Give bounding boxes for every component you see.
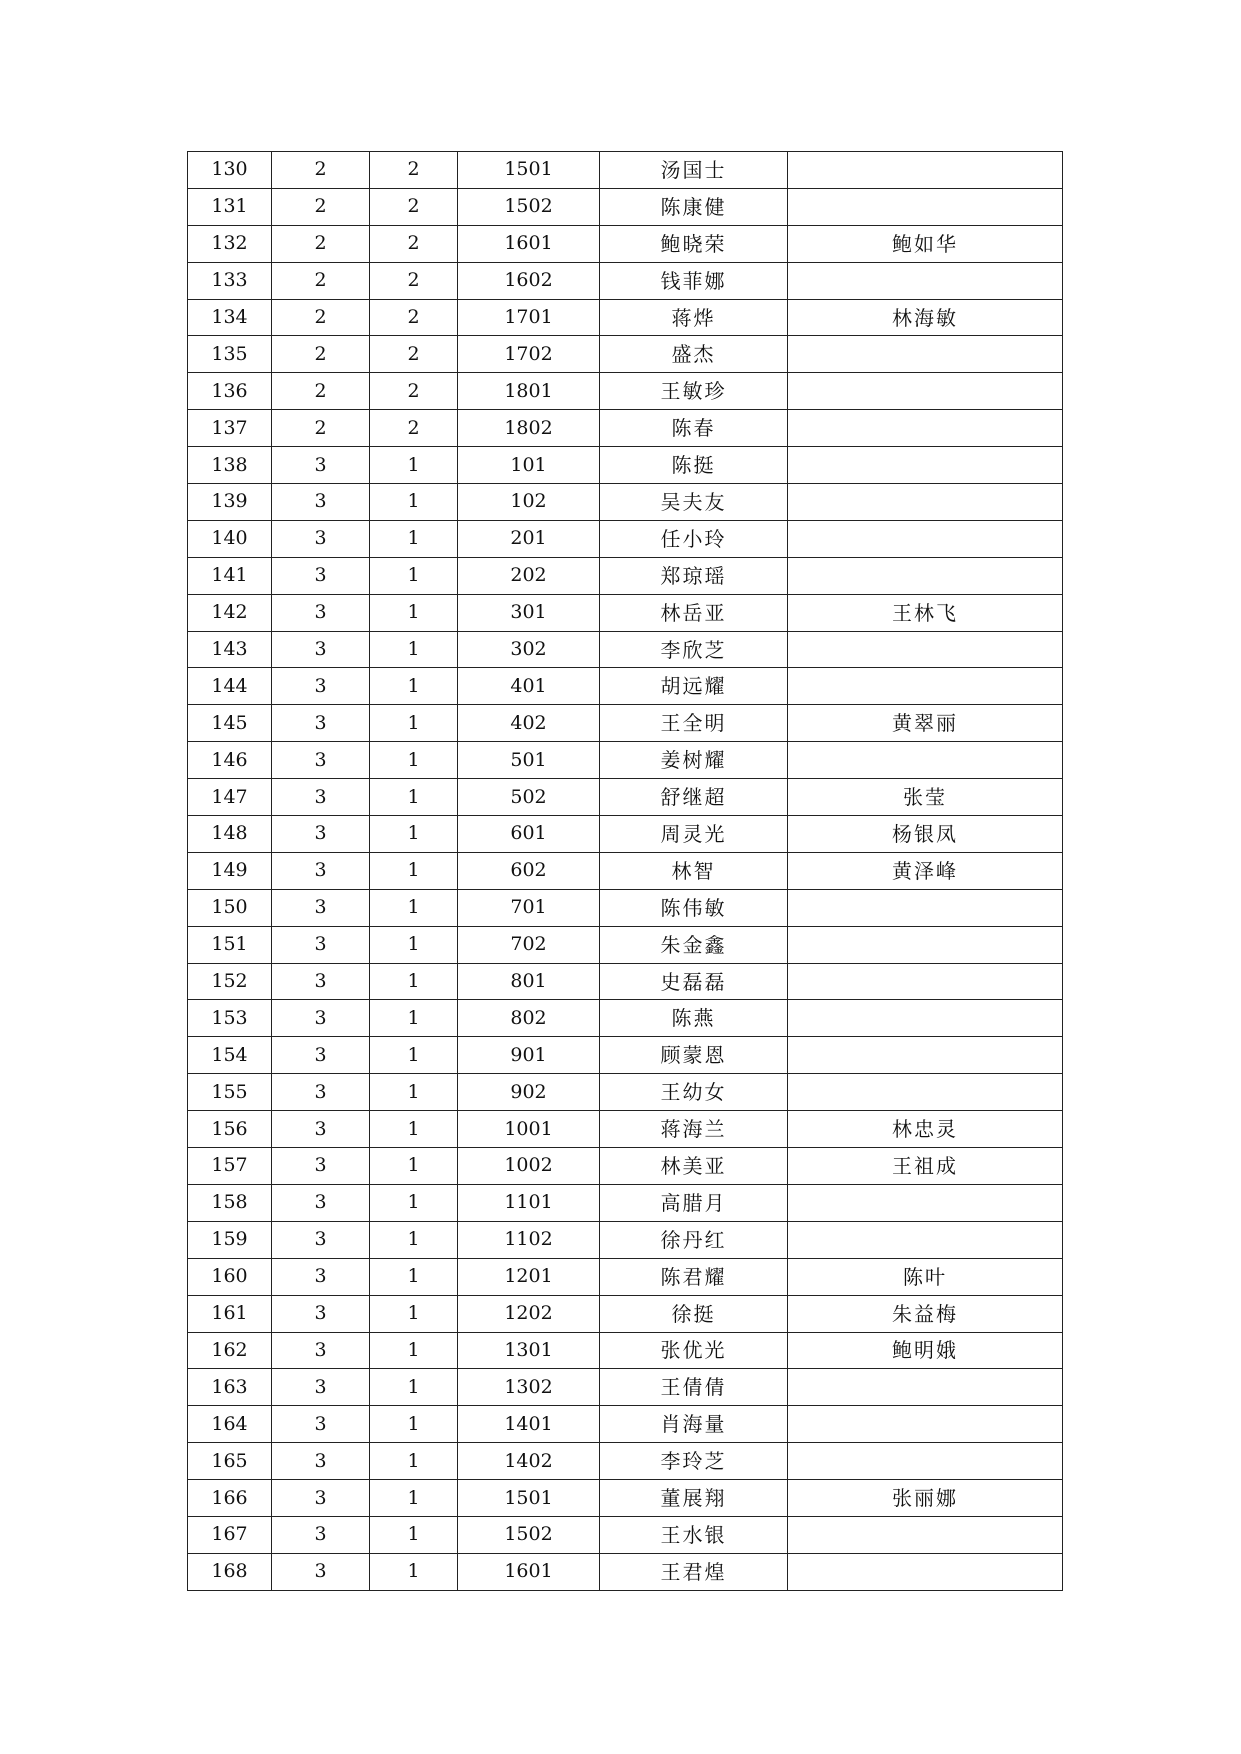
column-3-cell: 1 xyxy=(370,926,458,963)
roster-table-body xyxy=(188,152,1063,1591)
table-row xyxy=(188,963,1063,1000)
column-3-cell: 2 xyxy=(370,188,458,225)
second-name-cell: 朱益梅 xyxy=(788,1295,1063,1332)
table-row xyxy=(188,1221,1063,1258)
table-row xyxy=(188,1148,1063,1185)
column-2-cell: 3 xyxy=(272,1553,370,1590)
name-cell: 史磊磊 xyxy=(600,963,788,1000)
second-name-cell xyxy=(788,1000,1063,1037)
serial-number-cell: 148 xyxy=(188,816,272,853)
column-2-cell: 2 xyxy=(272,299,370,336)
column-2-cell: 2 xyxy=(272,410,370,447)
room-number-cell: 1802 xyxy=(458,410,600,447)
serial-number-cell: 168 xyxy=(188,1553,272,1590)
serial-number-cell: 165 xyxy=(188,1443,272,1480)
second-name-cell xyxy=(788,1516,1063,1553)
room-number-cell: 1301 xyxy=(458,1332,600,1369)
room-number-cell: 902 xyxy=(458,1074,600,1111)
column-3-cell: 1 xyxy=(370,1295,458,1332)
serial-number-cell: 151 xyxy=(188,926,272,963)
table-row xyxy=(188,188,1063,225)
second-name-cell xyxy=(788,631,1063,668)
column-3-cell: 1 xyxy=(370,1369,458,1406)
column-2-cell: 3 xyxy=(272,1074,370,1111)
second-name-cell: 鲍如华 xyxy=(788,225,1063,262)
second-name-cell: 黄泽峰 xyxy=(788,852,1063,889)
column-3-cell: 2 xyxy=(370,373,458,410)
second-name-cell xyxy=(788,1406,1063,1443)
column-2-cell: 3 xyxy=(272,816,370,853)
serial-number-cell: 161 xyxy=(188,1295,272,1332)
column-3-cell: 1 xyxy=(370,1480,458,1517)
room-number-cell: 1102 xyxy=(458,1221,600,1258)
second-name-cell xyxy=(788,889,1063,926)
second-name-cell xyxy=(788,520,1063,557)
column-2-cell: 3 xyxy=(272,1221,370,1258)
serial-number-cell: 146 xyxy=(188,742,272,779)
serial-number-cell: 138 xyxy=(188,447,272,484)
name-cell: 徐挺 xyxy=(600,1295,788,1332)
column-2-cell: 3 xyxy=(272,1516,370,1553)
name-cell: 胡远耀 xyxy=(600,668,788,705)
name-cell: 朱金鑫 xyxy=(600,926,788,963)
room-number-cell: 801 xyxy=(458,963,600,1000)
room-number-cell: 1002 xyxy=(458,1148,600,1185)
second-name-cell xyxy=(788,668,1063,705)
column-3-cell: 1 xyxy=(370,1221,458,1258)
serial-number-cell: 163 xyxy=(188,1369,272,1406)
room-number-cell: 1602 xyxy=(458,262,600,299)
table-row xyxy=(188,1037,1063,1074)
column-2-cell: 3 xyxy=(272,594,370,631)
column-2-cell: 2 xyxy=(272,188,370,225)
second-name-cell: 王祖成 xyxy=(788,1148,1063,1185)
column-2-cell: 2 xyxy=(272,225,370,262)
name-cell: 吴夫友 xyxy=(600,484,788,521)
second-name-cell xyxy=(788,262,1063,299)
column-3-cell: 1 xyxy=(370,557,458,594)
column-2-cell: 3 xyxy=(272,963,370,1000)
serial-number-cell: 153 xyxy=(188,1000,272,1037)
name-cell: 汤国士 xyxy=(600,152,788,189)
column-3-cell: 2 xyxy=(370,225,458,262)
column-3-cell: 1 xyxy=(370,705,458,742)
column-3-cell: 1 xyxy=(370,816,458,853)
column-3-cell: 1 xyxy=(370,668,458,705)
column-2-cell: 3 xyxy=(272,631,370,668)
room-number-cell: 1302 xyxy=(458,1369,600,1406)
column-2-cell: 2 xyxy=(272,373,370,410)
column-2-cell: 3 xyxy=(272,1480,370,1517)
table-row xyxy=(188,1516,1063,1553)
name-cell: 李欣芝 xyxy=(600,631,788,668)
column-3-cell: 1 xyxy=(370,1037,458,1074)
column-3-cell: 1 xyxy=(370,1443,458,1480)
table-row xyxy=(188,816,1063,853)
column-3-cell: 1 xyxy=(370,742,458,779)
table-row xyxy=(188,852,1063,889)
second-name-cell: 黄翠丽 xyxy=(788,705,1063,742)
room-number-cell: 1202 xyxy=(458,1295,600,1332)
name-cell: 王君煌 xyxy=(600,1553,788,1590)
name-cell: 周灵光 xyxy=(600,816,788,853)
room-number-cell: 1001 xyxy=(458,1111,600,1148)
column-2-cell: 2 xyxy=(272,336,370,373)
column-2-cell: 3 xyxy=(272,889,370,926)
column-2-cell: 2 xyxy=(272,262,370,299)
table-row xyxy=(188,1295,1063,1332)
serial-number-cell: 158 xyxy=(188,1184,272,1221)
table-row xyxy=(188,668,1063,705)
column-2-cell: 3 xyxy=(272,1037,370,1074)
column-3-cell: 1 xyxy=(370,779,458,816)
serial-number-cell: 160 xyxy=(188,1258,272,1295)
table-row xyxy=(188,262,1063,299)
column-3-cell: 1 xyxy=(370,1332,458,1369)
table-row xyxy=(188,705,1063,742)
room-number-cell: 1601 xyxy=(458,1553,600,1590)
column-3-cell: 1 xyxy=(370,889,458,926)
column-2-cell: 3 xyxy=(272,926,370,963)
serial-number-cell: 156 xyxy=(188,1111,272,1148)
second-name-cell xyxy=(788,410,1063,447)
name-cell: 鲍晓荣 xyxy=(600,225,788,262)
room-number-cell: 1502 xyxy=(458,188,600,225)
room-number-cell: 1502 xyxy=(458,1516,600,1553)
room-number-cell: 701 xyxy=(458,889,600,926)
second-name-cell: 杨银凤 xyxy=(788,816,1063,853)
name-cell: 蒋烨 xyxy=(600,299,788,336)
serial-number-cell: 137 xyxy=(188,410,272,447)
column-3-cell: 1 xyxy=(370,1406,458,1443)
name-cell: 王倩倩 xyxy=(600,1369,788,1406)
table-row xyxy=(188,152,1063,189)
name-cell: 顾蒙恩 xyxy=(600,1037,788,1074)
serial-number-cell: 147 xyxy=(188,779,272,816)
table-row xyxy=(188,1443,1063,1480)
serial-number-cell: 167 xyxy=(188,1516,272,1553)
name-cell: 林智 xyxy=(600,852,788,889)
room-number-cell: 1801 xyxy=(458,373,600,410)
column-3-cell: 2 xyxy=(370,299,458,336)
room-number-cell: 101 xyxy=(458,447,600,484)
table-row xyxy=(188,1184,1063,1221)
name-cell: 高腊月 xyxy=(600,1184,788,1221)
second-name-cell xyxy=(788,152,1063,189)
table-row xyxy=(188,1074,1063,1111)
name-cell: 王幼女 xyxy=(600,1074,788,1111)
column-2-cell: 3 xyxy=(272,742,370,779)
column-2-cell: 3 xyxy=(272,779,370,816)
serial-number-cell: 145 xyxy=(188,705,272,742)
table-row xyxy=(188,1111,1063,1148)
column-3-cell: 1 xyxy=(370,631,458,668)
column-3-cell: 2 xyxy=(370,262,458,299)
second-name-cell: 林海敏 xyxy=(788,299,1063,336)
column-2-cell: 3 xyxy=(272,705,370,742)
room-number-cell: 1401 xyxy=(458,1406,600,1443)
column-3-cell: 1 xyxy=(370,852,458,889)
second-name-cell: 陈叶 xyxy=(788,1258,1063,1295)
room-number-cell: 301 xyxy=(458,594,600,631)
second-name-cell xyxy=(788,557,1063,594)
table-row xyxy=(188,779,1063,816)
column-3-cell: 1 xyxy=(370,963,458,1000)
room-number-cell: 1501 xyxy=(458,152,600,189)
second-name-cell xyxy=(788,1221,1063,1258)
serial-number-cell: 139 xyxy=(188,484,272,521)
room-number-cell: 1402 xyxy=(458,1443,600,1480)
second-name-cell xyxy=(788,1037,1063,1074)
second-name-cell: 张丽娜 xyxy=(788,1480,1063,1517)
room-number-cell: 901 xyxy=(458,1037,600,1074)
serial-number-cell: 136 xyxy=(188,373,272,410)
table-row xyxy=(188,926,1063,963)
serial-number-cell: 131 xyxy=(188,188,272,225)
column-2-cell: 3 xyxy=(272,447,370,484)
serial-number-cell: 164 xyxy=(188,1406,272,1443)
table-row xyxy=(188,1406,1063,1443)
room-number-cell: 1702 xyxy=(458,336,600,373)
serial-number-cell: 149 xyxy=(188,852,272,889)
table-row xyxy=(188,484,1063,521)
name-cell: 陈春 xyxy=(600,410,788,447)
room-number-cell: 302 xyxy=(458,631,600,668)
table-row xyxy=(188,336,1063,373)
column-2-cell: 3 xyxy=(272,1332,370,1369)
second-name-cell xyxy=(788,484,1063,521)
room-number-cell: 1101 xyxy=(458,1184,600,1221)
room-number-cell: 401 xyxy=(458,668,600,705)
table-row xyxy=(188,410,1063,447)
column-2-cell: 2 xyxy=(272,152,370,189)
name-cell: 林美亚 xyxy=(600,1148,788,1185)
column-2-cell: 3 xyxy=(272,1443,370,1480)
column-3-cell: 1 xyxy=(370,1074,458,1111)
table-row xyxy=(188,299,1063,336)
name-cell: 盛杰 xyxy=(600,336,788,373)
serial-number-cell: 150 xyxy=(188,889,272,926)
table-row xyxy=(188,1000,1063,1037)
second-name-cell xyxy=(788,188,1063,225)
name-cell: 舒继超 xyxy=(600,779,788,816)
column-3-cell: 2 xyxy=(370,410,458,447)
name-cell: 王水银 xyxy=(600,1516,788,1553)
second-name-cell: 王林飞 xyxy=(788,594,1063,631)
table-row xyxy=(188,225,1063,262)
table-row xyxy=(188,1332,1063,1369)
column-2-cell: 3 xyxy=(272,1258,370,1295)
name-cell: 陈燕 xyxy=(600,1000,788,1037)
column-3-cell: 2 xyxy=(370,336,458,373)
table-row xyxy=(188,594,1063,631)
second-name-cell xyxy=(788,963,1063,1000)
second-name-cell xyxy=(788,742,1063,779)
second-name-cell: 鲍明娥 xyxy=(788,1332,1063,1369)
second-name-cell xyxy=(788,1553,1063,1590)
room-number-cell: 202 xyxy=(458,557,600,594)
serial-number-cell: 142 xyxy=(188,594,272,631)
column-3-cell: 1 xyxy=(370,1111,458,1148)
room-number-cell: 502 xyxy=(458,779,600,816)
room-number-cell: 501 xyxy=(458,742,600,779)
serial-number-cell: 141 xyxy=(188,557,272,594)
serial-number-cell: 144 xyxy=(188,668,272,705)
name-cell: 张优光 xyxy=(600,1332,788,1369)
name-cell: 姜树耀 xyxy=(600,742,788,779)
column-3-cell: 2 xyxy=(370,152,458,189)
room-number-cell: 1201 xyxy=(458,1258,600,1295)
serial-number-cell: 152 xyxy=(188,963,272,1000)
second-name-cell xyxy=(788,447,1063,484)
name-cell: 郑琼瑶 xyxy=(600,557,788,594)
name-cell: 王全明 xyxy=(600,705,788,742)
room-number-cell: 702 xyxy=(458,926,600,963)
table-row xyxy=(188,447,1063,484)
column-3-cell: 1 xyxy=(370,1184,458,1221)
second-name-cell xyxy=(788,336,1063,373)
column-2-cell: 3 xyxy=(272,1184,370,1221)
serial-number-cell: 155 xyxy=(188,1074,272,1111)
name-cell: 陈康健 xyxy=(600,188,788,225)
name-cell: 蒋海兰 xyxy=(600,1111,788,1148)
name-cell: 王敏珍 xyxy=(600,373,788,410)
table-row xyxy=(188,742,1063,779)
room-number-cell: 1601 xyxy=(458,225,600,262)
room-number-cell: 601 xyxy=(458,816,600,853)
second-name-cell xyxy=(788,1074,1063,1111)
column-3-cell: 1 xyxy=(370,1516,458,1553)
name-cell: 林岳亚 xyxy=(600,594,788,631)
column-2-cell: 3 xyxy=(272,1111,370,1148)
serial-number-cell: 154 xyxy=(188,1037,272,1074)
serial-number-cell: 133 xyxy=(188,262,272,299)
serial-number-cell: 130 xyxy=(188,152,272,189)
serial-number-cell: 143 xyxy=(188,631,272,668)
column-2-cell: 3 xyxy=(272,1295,370,1332)
name-cell: 陈君耀 xyxy=(600,1258,788,1295)
name-cell: 董展翔 xyxy=(600,1480,788,1517)
serial-number-cell: 162 xyxy=(188,1332,272,1369)
column-2-cell: 3 xyxy=(272,1406,370,1443)
room-number-cell: 802 xyxy=(458,1000,600,1037)
table-row xyxy=(188,889,1063,926)
table-row xyxy=(188,1480,1063,1517)
second-name-cell: 林忠灵 xyxy=(788,1111,1063,1148)
name-cell: 肖海量 xyxy=(600,1406,788,1443)
second-name-cell xyxy=(788,1184,1063,1221)
room-number-cell: 102 xyxy=(458,484,600,521)
name-cell: 徐丹红 xyxy=(600,1221,788,1258)
room-number-cell: 402 xyxy=(458,705,600,742)
second-name-cell xyxy=(788,1369,1063,1406)
column-2-cell: 3 xyxy=(272,852,370,889)
serial-number-cell: 135 xyxy=(188,336,272,373)
table-row xyxy=(188,373,1063,410)
column-2-cell: 3 xyxy=(272,484,370,521)
name-cell: 任小玲 xyxy=(600,520,788,557)
table-row xyxy=(188,631,1063,668)
column-3-cell: 1 xyxy=(370,447,458,484)
column-2-cell: 3 xyxy=(272,1000,370,1037)
roster-table xyxy=(187,151,1063,1591)
column-2-cell: 3 xyxy=(272,520,370,557)
room-number-cell: 602 xyxy=(458,852,600,889)
column-3-cell: 1 xyxy=(370,594,458,631)
name-cell: 陈伟敏 xyxy=(600,889,788,926)
column-2-cell: 3 xyxy=(272,1369,370,1406)
room-number-cell: 1501 xyxy=(458,1480,600,1517)
column-3-cell: 1 xyxy=(370,520,458,557)
second-name-cell xyxy=(788,1443,1063,1480)
name-cell: 李玲芝 xyxy=(600,1443,788,1480)
second-name-cell: 张莹 xyxy=(788,779,1063,816)
column-3-cell: 1 xyxy=(370,1258,458,1295)
table-row xyxy=(188,557,1063,594)
column-2-cell: 3 xyxy=(272,557,370,594)
table-row xyxy=(188,1553,1063,1590)
serial-number-cell: 157 xyxy=(188,1148,272,1185)
room-number-cell: 201 xyxy=(458,520,600,557)
column-2-cell: 3 xyxy=(272,1148,370,1185)
table-row xyxy=(188,1369,1063,1406)
table-row xyxy=(188,1258,1063,1295)
table-row xyxy=(188,520,1063,557)
serial-number-cell: 166 xyxy=(188,1480,272,1517)
name-cell: 陈挺 xyxy=(600,447,788,484)
serial-number-cell: 134 xyxy=(188,299,272,336)
column-3-cell: 1 xyxy=(370,1000,458,1037)
column-2-cell: 3 xyxy=(272,668,370,705)
column-3-cell: 1 xyxy=(370,1148,458,1185)
second-name-cell xyxy=(788,373,1063,410)
serial-number-cell: 140 xyxy=(188,520,272,557)
column-3-cell: 1 xyxy=(370,484,458,521)
room-number-cell: 1701 xyxy=(458,299,600,336)
column-3-cell: 1 xyxy=(370,1553,458,1590)
serial-number-cell: 132 xyxy=(188,225,272,262)
name-cell: 钱菲娜 xyxy=(600,262,788,299)
serial-number-cell: 159 xyxy=(188,1221,272,1258)
second-name-cell xyxy=(788,926,1063,963)
